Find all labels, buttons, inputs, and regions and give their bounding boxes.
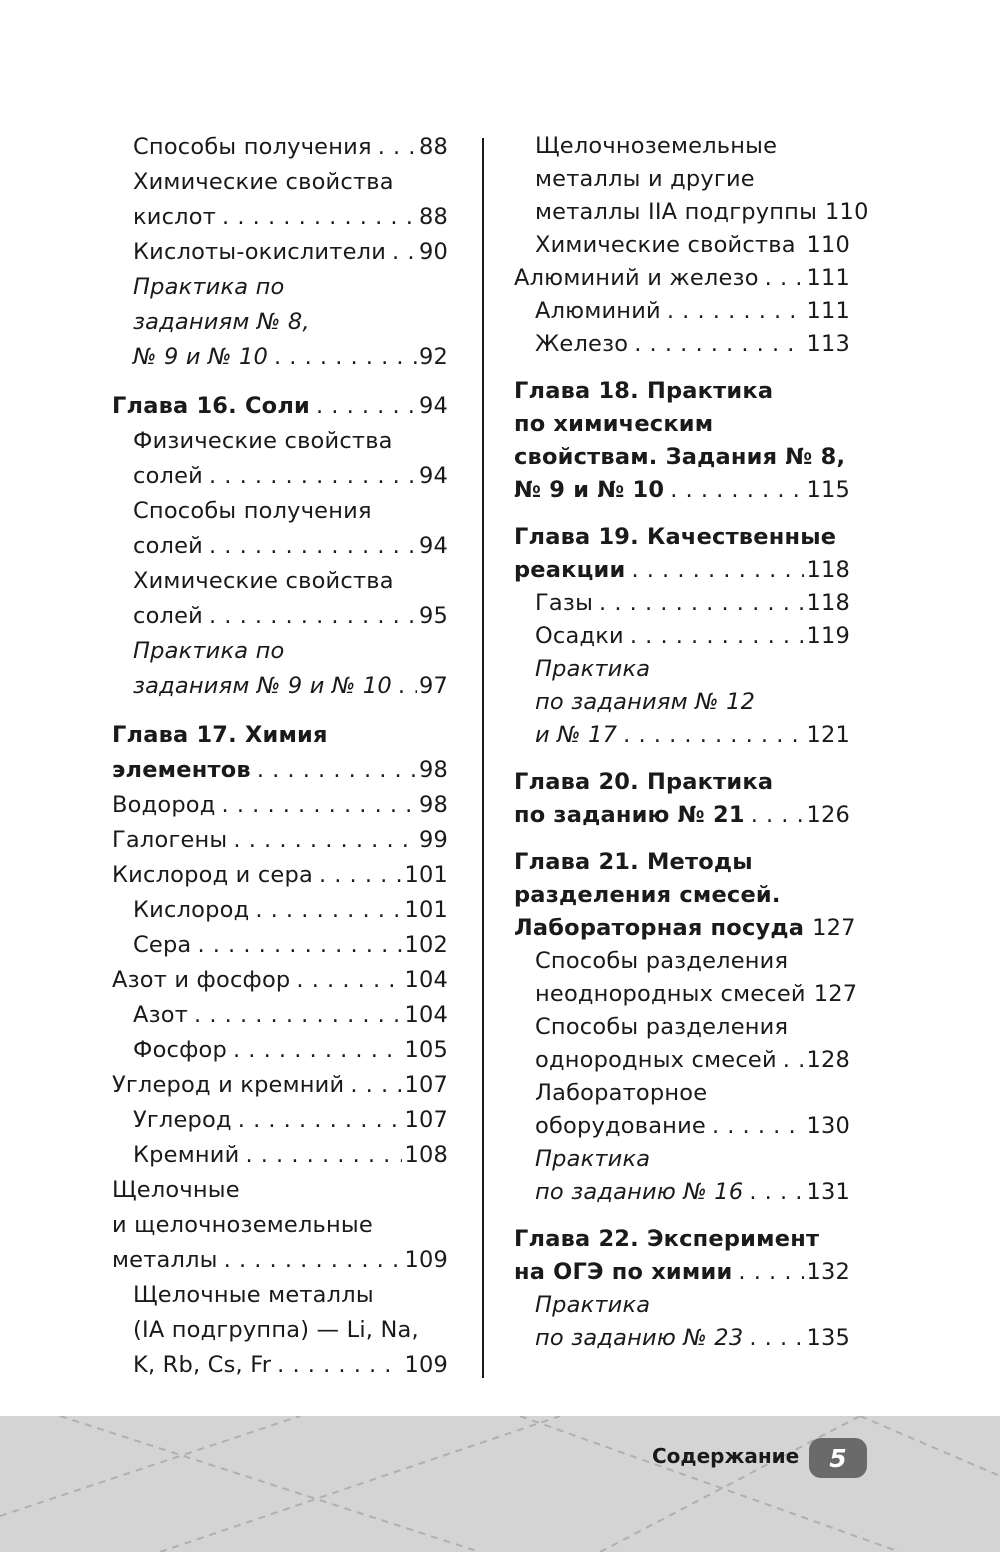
toc-page-number: 104 xyxy=(404,967,448,993)
toc-page-number: 88 xyxy=(418,204,448,230)
toc-entry-row xyxy=(133,998,448,1033)
dot-leader xyxy=(222,200,417,235)
toc-entry xyxy=(112,963,448,998)
toc-entry xyxy=(514,1143,850,1209)
toc-entry-text: металлы и другие xyxy=(535,166,755,192)
dot-leader xyxy=(751,799,805,832)
dot-leader xyxy=(749,1176,804,1209)
toc-entry-text: Глава 18. Практика xyxy=(514,378,774,404)
toc-entry xyxy=(112,564,448,634)
toc-entry-text: Практика по xyxy=(133,274,285,300)
dot-leader xyxy=(712,1110,805,1143)
toc-entry-text: Лабораторное xyxy=(535,1080,708,1106)
dot-leader xyxy=(765,262,805,295)
toc-entry-text: разделения смесей. xyxy=(514,882,781,908)
dot-leader xyxy=(667,295,805,328)
toc-entry-row xyxy=(535,328,850,361)
toc-page-number: 126 xyxy=(806,802,850,828)
toc-entry-text: Способы получения xyxy=(133,498,372,524)
toc-page-number: 101 xyxy=(404,897,448,923)
dot-leader xyxy=(350,1068,402,1103)
toc-entry-row xyxy=(112,1068,448,1103)
toc-entry-text: неоднородных смесей xyxy=(535,981,806,1007)
toc-entry xyxy=(112,165,448,235)
dot-leader xyxy=(316,389,417,424)
toc-entry-text: Углерод xyxy=(133,1107,232,1133)
dot-leader xyxy=(802,229,805,262)
toc-page-number: 90 xyxy=(418,239,448,265)
toc-entry xyxy=(514,620,850,653)
page-footer xyxy=(0,1416,1000,1552)
toc-page-number: 111 xyxy=(806,298,850,324)
toc-entry-row xyxy=(133,669,448,704)
toc-page-number: 92 xyxy=(418,344,448,370)
toc-entry-row xyxy=(535,587,850,620)
toc-page-number: 107 xyxy=(404,1072,448,1098)
toc-entry-text: по заданию № 23 xyxy=(535,1325,744,1351)
dot-leader xyxy=(296,963,402,998)
toc-page-number: 109 xyxy=(404,1247,448,1273)
dot-leader xyxy=(194,998,402,1033)
dot-leader xyxy=(238,1103,403,1138)
dot-leader xyxy=(738,1256,804,1289)
dot-leader xyxy=(209,599,417,634)
toc-page-number: 99 xyxy=(418,827,448,853)
toc-entry-row xyxy=(535,719,850,752)
toc-entry-row xyxy=(535,229,850,262)
toc-entry-text: Галогены xyxy=(112,827,228,853)
dot-leader xyxy=(274,340,417,375)
toc-entry xyxy=(112,893,448,928)
toc-entry-text: и щелочноземельные xyxy=(112,1212,373,1238)
toc-left-column xyxy=(112,130,448,1383)
toc-entry-row xyxy=(133,340,448,375)
toc-entry-text: солей xyxy=(133,533,203,559)
toc-entry-row xyxy=(535,1322,850,1355)
page-number-badge: 5 xyxy=(809,1438,867,1478)
dot-leader xyxy=(222,788,417,823)
dot-leader xyxy=(255,893,402,928)
toc-entry-row xyxy=(133,1348,448,1383)
toc-entry xyxy=(112,130,448,165)
toc-entry xyxy=(514,295,850,328)
toc-entry-text: Осадки xyxy=(535,623,624,649)
toc-entry-text: Глава 16. Соли xyxy=(112,393,310,419)
toc-page-number: 88 xyxy=(418,134,448,160)
toc-chapter-entry xyxy=(112,718,448,788)
toc-entry-row xyxy=(112,1243,448,1278)
toc-entry-row xyxy=(514,912,856,945)
toc-page-number: 94 xyxy=(418,463,448,489)
toc-entry-text: по заданиям № 12 xyxy=(535,689,756,715)
toc-entry-text: и № 17 xyxy=(535,722,618,748)
toc-page-number: 127 xyxy=(813,981,858,1007)
toc-entry-text: заданиям № 8, xyxy=(133,309,310,335)
toc-page-number: 101 xyxy=(404,862,448,888)
footer-section-title: Содержание xyxy=(652,1444,800,1468)
toc-page-number: 135 xyxy=(806,1325,850,1351)
toc-entry-text: свойствам. Задания № 8, xyxy=(514,444,846,470)
toc-entry-text: по химическим xyxy=(514,411,714,437)
toc-entry xyxy=(514,653,850,752)
footer-dashed-pattern xyxy=(0,1416,1000,1552)
toc-entry xyxy=(514,1011,850,1077)
toc-entry-text: Кремний xyxy=(133,1142,240,1168)
dot-leader xyxy=(630,620,805,653)
toc-entry xyxy=(514,229,850,262)
dot-leader xyxy=(670,474,804,507)
toc-entry-text: Химические свойства xyxy=(535,232,796,258)
toc-entry-text: солей xyxy=(133,463,203,489)
toc-entry-text: Глава 21. Методы xyxy=(514,849,753,875)
toc-entry-row xyxy=(112,389,448,424)
dot-leader xyxy=(631,554,804,587)
toc-page-number: 128 xyxy=(806,1047,850,1073)
toc-entry-text: Азот и фосфор xyxy=(112,967,291,993)
toc-entry-row xyxy=(133,235,448,270)
toc-entry-row xyxy=(514,262,850,295)
toc-entry xyxy=(112,823,448,858)
toc-entry-text: Способы получения xyxy=(133,134,372,160)
toc-entry-text: Практика xyxy=(535,1292,651,1318)
toc-entry-row xyxy=(133,459,448,494)
toc-entry-text: Физические свойства xyxy=(133,428,393,454)
toc-page-number: 98 xyxy=(418,792,448,818)
toc-entry-text: Способы разделения xyxy=(535,948,789,974)
toc-entry-text: Сера xyxy=(133,932,192,958)
toc-entry-text: Кислород и сера xyxy=(112,862,313,888)
toc-entry xyxy=(514,262,850,295)
toc-entry-row xyxy=(133,893,448,928)
toc-entry-row xyxy=(112,823,448,858)
toc-right-column xyxy=(514,130,869,1355)
toc-entry xyxy=(514,1289,850,1355)
dot-leader xyxy=(233,823,417,858)
toc-entry-row xyxy=(112,858,448,893)
toc-entry xyxy=(112,1278,448,1383)
toc-page-number: 119 xyxy=(806,623,850,649)
toc-entry-text: Алюминий xyxy=(535,298,661,324)
dot-leader xyxy=(634,328,804,361)
toc-entry xyxy=(112,424,448,494)
toc-entry xyxy=(112,1033,448,1068)
toc-entry-text: солей xyxy=(133,603,203,629)
toc-entry-row xyxy=(535,620,850,653)
column-divider xyxy=(482,138,484,1378)
dot-leader xyxy=(599,587,804,620)
dot-leader xyxy=(197,928,402,963)
toc-entry-text: Глава 20. Практика xyxy=(514,769,774,795)
toc-entry-text: Практика xyxy=(535,1146,651,1172)
toc-chapter-entry xyxy=(514,521,850,587)
toc-page-number: 115 xyxy=(806,477,850,503)
toc-entry-text: Химические свойства xyxy=(133,169,394,195)
toc-entry-text: Щелочноземельные xyxy=(535,133,778,159)
toc-page-number: 127 xyxy=(812,915,856,941)
toc-entry-text: Щелочные металлы xyxy=(133,1282,374,1308)
toc-entry-row xyxy=(112,753,448,788)
toc-page-number: 130 xyxy=(806,1113,850,1139)
toc-entry-text: Фосфор xyxy=(133,1037,227,1063)
toc-entry-row xyxy=(112,963,448,998)
toc-page-number: 121 xyxy=(806,722,850,748)
toc-entry-row xyxy=(133,928,448,963)
toc-entry xyxy=(112,634,448,704)
toc-page-number: 113 xyxy=(806,331,850,357)
toc-entry xyxy=(514,328,850,361)
dot-leader xyxy=(245,1138,402,1173)
dot-leader xyxy=(209,529,417,564)
toc-page-number: 111 xyxy=(806,265,850,291)
toc-entry xyxy=(112,858,448,893)
toc-entry-text: Глава 19. Качественные xyxy=(514,524,837,550)
toc-entry-text: Кислород xyxy=(133,897,250,923)
toc-entry-row xyxy=(133,1103,448,1138)
toc-entry-row xyxy=(535,1110,850,1143)
toc-page-number: 95 xyxy=(418,603,448,629)
toc-entry-text: Способы разделения xyxy=(535,1014,789,1040)
toc-entry-text: кислот xyxy=(133,204,217,230)
toc-entry-row xyxy=(133,200,448,235)
toc-entry-text: Кислоты-окислители xyxy=(133,239,387,265)
toc-entry-text: металлы IIA подгруппы xyxy=(535,199,818,225)
toc-page-number: 108 xyxy=(404,1142,448,1168)
toc-page-number: 110 xyxy=(806,232,850,258)
toc-entry-text: оборудование xyxy=(535,1113,706,1139)
toc-entry-text: (IA подгруппа) — Li, Na, xyxy=(133,1317,419,1343)
toc-entry-text: № 9 и № 10 xyxy=(133,344,268,370)
dot-leader xyxy=(224,1243,403,1278)
dot-leader xyxy=(378,130,417,165)
toc-page-number: 97 xyxy=(418,673,448,699)
dot-leader xyxy=(209,459,417,494)
toc-chapter-entry xyxy=(514,375,850,507)
toc-entry-text: Глава 22. Эксперимент xyxy=(514,1226,820,1252)
toc-entry xyxy=(112,494,448,564)
dot-leader xyxy=(257,753,417,788)
dot-leader xyxy=(319,858,403,893)
toc-page-number: 110 xyxy=(825,199,869,225)
toc-entry-text: Азот xyxy=(133,1002,189,1028)
toc-entry xyxy=(514,130,869,229)
toc-entry-row xyxy=(514,1256,850,1289)
toc-entry xyxy=(112,1173,448,1278)
toc-entry-row xyxy=(535,1176,850,1209)
toc-entry xyxy=(514,945,858,1011)
dot-leader xyxy=(277,1348,402,1383)
toc-entry-text: Железо xyxy=(535,331,629,357)
toc-entry-text: № 9 и № 10 xyxy=(514,477,665,503)
toc-entry-row xyxy=(514,554,850,587)
toc-entry-row xyxy=(535,978,858,1011)
toc-page-number: 118 xyxy=(806,590,850,616)
toc-page-number: 118 xyxy=(806,557,850,583)
toc-chapter-entry xyxy=(514,766,850,832)
toc-entry-row xyxy=(133,1033,448,1068)
toc-entry-row xyxy=(133,599,448,634)
toc-page-number: 94 xyxy=(418,533,448,559)
toc-entry-text: реакции xyxy=(514,557,626,583)
toc-page-number: 98 xyxy=(418,757,448,783)
toc-entry xyxy=(112,1138,448,1173)
toc-entry xyxy=(514,587,850,620)
toc-entry xyxy=(112,235,448,270)
toc-page-number: 107 xyxy=(404,1107,448,1133)
toc-entry-row xyxy=(535,295,850,328)
toc-entry-text: по заданию № 21 xyxy=(514,802,745,828)
dot-leader xyxy=(392,235,417,270)
toc-entry-row xyxy=(514,799,850,832)
toc-entry-text: Водород xyxy=(112,792,216,818)
toc-entry-text: Газы xyxy=(535,590,594,616)
toc-entry-text: Практика по xyxy=(133,638,285,664)
toc-entry-text: по заданию № 16 xyxy=(535,1179,744,1205)
toc-entry-text: Глава 17. Химия xyxy=(112,722,328,748)
toc-entry xyxy=(112,1103,448,1138)
toc-entry-row xyxy=(133,1138,448,1173)
toc-entry xyxy=(112,788,448,823)
toc-entry xyxy=(112,1068,448,1103)
dot-leader xyxy=(623,719,804,752)
toc-entry-text: Химические свойства xyxy=(133,568,394,594)
toc-page-number: 132 xyxy=(806,1259,850,1285)
toc-entry-text: однородных смесей xyxy=(535,1047,777,1073)
toc-chapter-entry xyxy=(514,846,856,945)
toc-entry-text: элементов xyxy=(112,757,251,783)
toc-page-number: 105 xyxy=(404,1037,448,1063)
toc-entry-text: Щелочные xyxy=(112,1177,240,1203)
toc-entry xyxy=(112,270,448,375)
dot-leader xyxy=(233,1033,402,1068)
dot-leader xyxy=(749,1322,804,1355)
toc-entry-row xyxy=(112,788,448,823)
toc-entry-row xyxy=(535,196,869,229)
toc-entry xyxy=(514,1077,850,1143)
toc-page-number: 109 xyxy=(404,1352,448,1378)
toc-entry-text: Алюминий и железо xyxy=(514,265,759,291)
toc-entry-text: Углерод и кремний xyxy=(112,1072,345,1098)
toc-entry-text: K, Rb, Cs, Fr xyxy=(133,1352,272,1378)
toc-entry-row xyxy=(514,474,850,507)
toc-entry-row xyxy=(535,1044,850,1077)
toc-entry-row xyxy=(133,130,448,165)
toc-entry xyxy=(112,928,448,963)
toc-page-number: 94 xyxy=(418,393,448,419)
dot-leader xyxy=(783,1044,805,1077)
toc-chapter-entry xyxy=(514,1223,850,1289)
toc-page-number: 131 xyxy=(806,1179,850,1205)
toc-page-number: 102 xyxy=(404,932,448,958)
toc-page-number: 104 xyxy=(404,1002,448,1028)
toc-entry-text: металлы xyxy=(112,1247,218,1273)
toc-entry-text: на ОГЭ по химии xyxy=(514,1259,733,1285)
dot-leader xyxy=(398,669,417,704)
toc-entry-row xyxy=(133,529,448,564)
toc-entry-text: заданиям № 9 и № 10 xyxy=(133,673,392,699)
toc-entry xyxy=(112,998,448,1033)
toc-chapter-entry xyxy=(112,389,448,424)
toc-entry-text: Лабораторная посуда xyxy=(514,915,805,941)
toc-entry-text: Практика xyxy=(535,656,651,682)
